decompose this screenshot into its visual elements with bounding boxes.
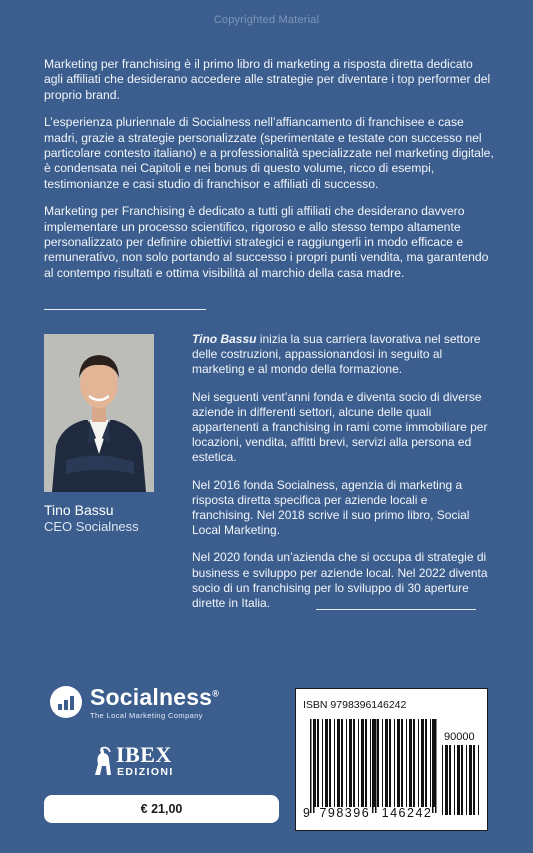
socialness-logo [50, 684, 250, 724]
isbn-text: ISBN 9798396146242 [303, 699, 407, 711]
brand-name-text: Socialness [90, 684, 213, 710]
divider-bottom [316, 609, 476, 610]
bio-first-text: inizia la sua carriera lavorativa nel settore delle costruzioni, appassionandosi in seguito al marketing e al mondo della formazione. [192, 332, 481, 377]
intro-paragraph-3: Marketing per Franchising è dedicato a tutti gli affiliati che desiderano davvero implementare un processo scientifico, rigoroso e allo stesso tempo altamente personalizzato per definire obiettivi strategici e raggiungerli in modo efficace e remunerativo, non solo portando al successo i propri punti vendita, ma garantendo al contempo risultati e ottima visibilità al marchio della casa madre. [44, 204, 489, 280]
socialness-logo-icon [50, 686, 82, 718]
intro-paragraph-2: L’esperienza pluriennale di Socialness nell’affiancamento di franchisee e case madri, grazie a strategie personalizzate (sperimentate e testate con successo nel particolare contesto italiano) e a professionalità specializzate nel marketing digitale, è condensata nei Capitoli e nei bonus di questo volume, ricco di esempi, testimonianze e casi studio di franchisor e affiliati di successo. [44, 115, 494, 191]
ean-digits [303, 806, 432, 820]
ean-digit-first: 9 [303, 806, 310, 820]
author-role: CEO Socialness [44, 519, 139, 534]
divider-top [44, 309, 206, 310]
publisher-subtitle: EDIZIONI [117, 766, 174, 778]
bio-paragraph-2: Nei seguenti vent’anni fonda e diventa socio di diverse aziende in differenti settori, alcune delle quali appartenenti a franchising in rami come immobiliare per locazioni, vendita, affitti brevi, servizi alla persona ed estetica. [192, 389, 488, 465]
ibex-logo [92, 742, 192, 780]
bio-paragraph-1 [192, 332, 492, 378]
price-label [44, 795, 279, 823]
bio-lead-name: Tino Bassu [192, 332, 257, 346]
socialness-tagline: The Local Marketing Company [90, 711, 203, 720]
barcode-box [295, 688, 488, 831]
watermark: Copyrighted Material [213, 14, 320, 26]
bio-paragraph-4: Nel 2020 fonda un’azienda che si occupa di strategie di business e sviluppo per aziende local. Nel 2022 diventa socio di un franchising per lo sviluppo di 30 aperture dirette in Italia. [192, 550, 488, 611]
ean-digits-left: 798396 [319, 806, 371, 820]
publisher-name: IBEX [116, 742, 172, 767]
price-text: € 21,00 [140, 802, 183, 816]
ibex-icon [92, 746, 114, 776]
socialness-logo-name [90, 684, 219, 711]
addon-code: 90000 [444, 731, 475, 743]
author-bio [192, 332, 492, 623]
author-name: Tino Bassu [44, 502, 114, 518]
bio-paragraph-3: Nel 2016 fonda Socialness, agenzia di marketing a risposta diretta specifica per aziende locali e franchising. Nel 2018 scrive il suo primo libro, Social Local Marketing. [192, 477, 470, 538]
intro-text [44, 57, 494, 293]
author-photo [44, 334, 154, 492]
ean-digits-right: 146242 [381, 806, 433, 820]
brand-trademark: ® [212, 688, 220, 699]
intro-paragraph-1: Marketing per franchising è il primo libro di marketing a risposta diretta dedicato agli affiliati che desiderano accedere alle strategie per diventare i top performer del proprio brand. [44, 57, 491, 102]
